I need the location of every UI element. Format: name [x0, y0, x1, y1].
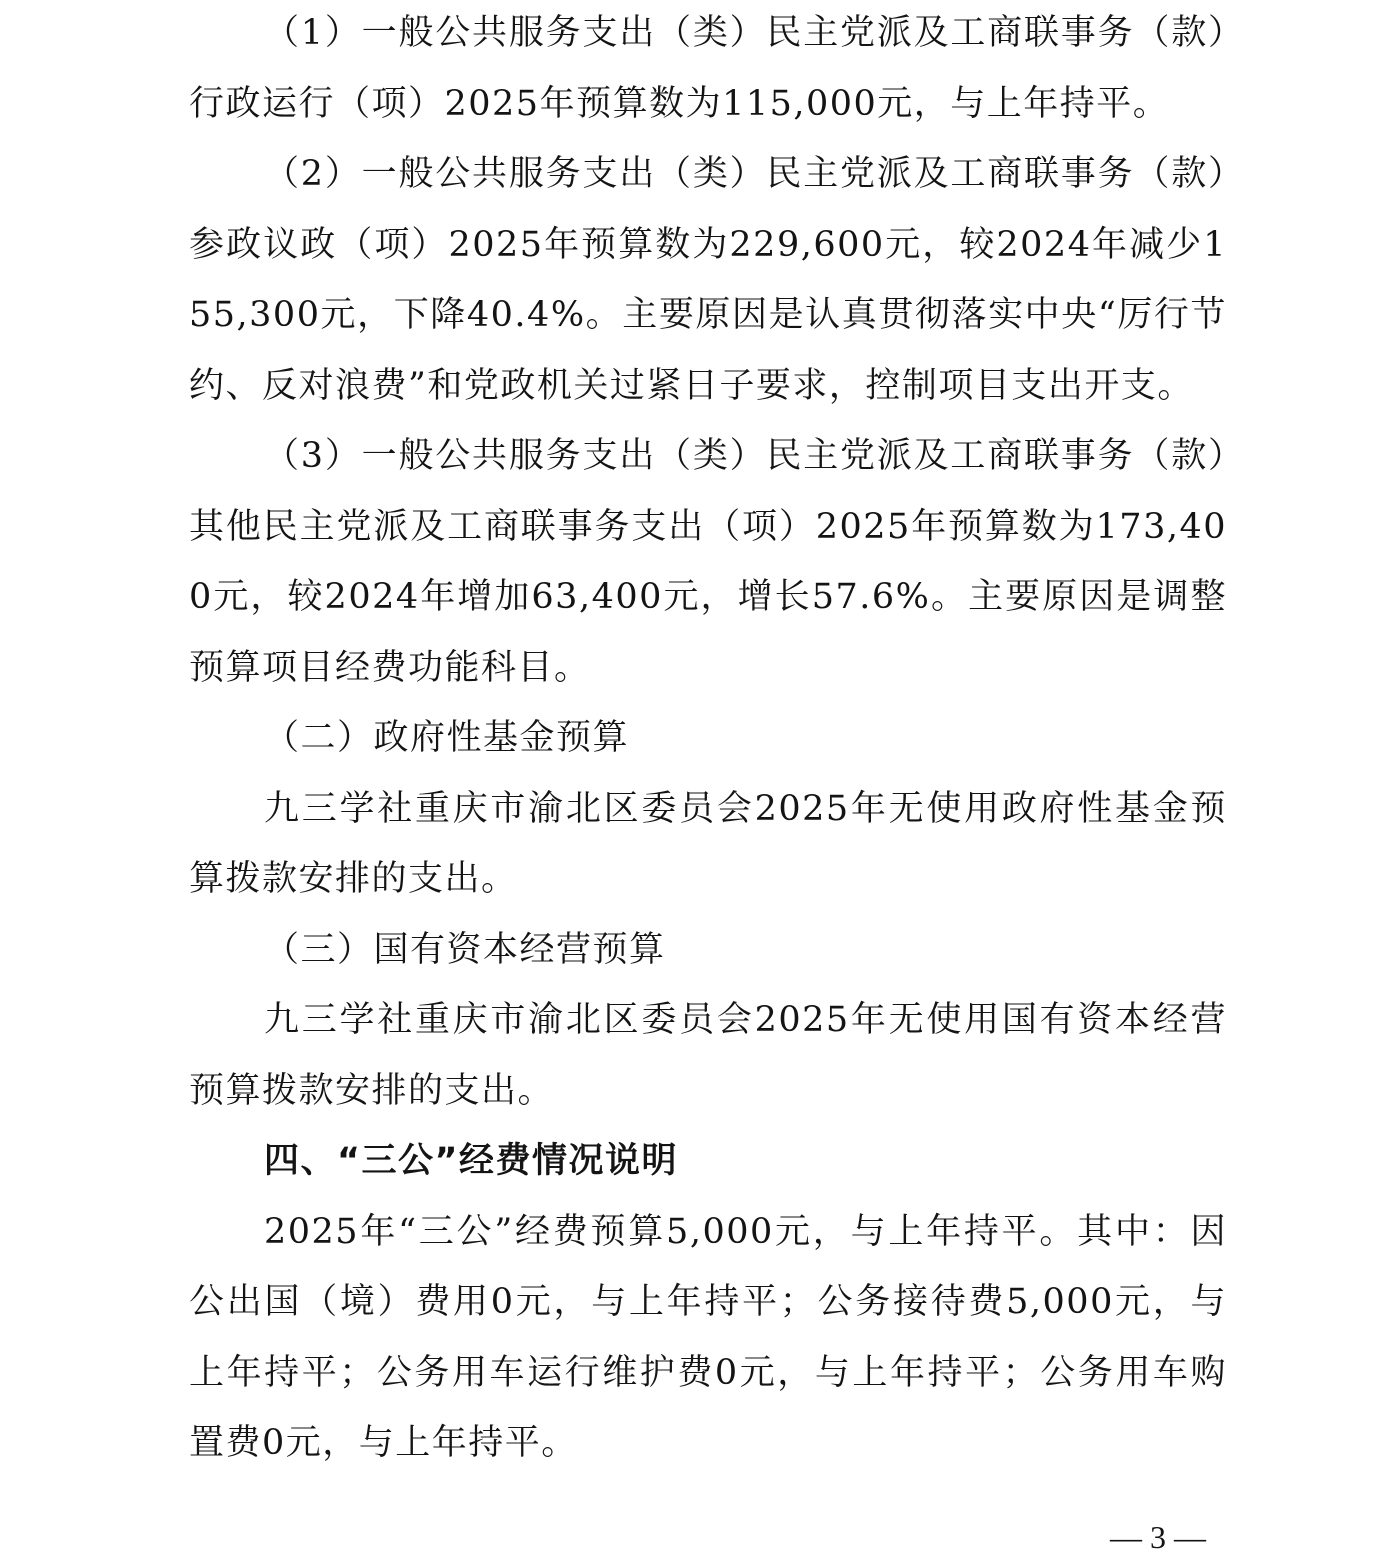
- paragraph-item-1: （1）一般公共服务支出（类）民主党派及工商联事务（款）行政运行（项）2025年预算数为115,000元，与上年持平。: [189, 13, 1227, 124]
- section-heading-three-public: 四、“三公”经费情况说明: [264, 1141, 679, 1181]
- section-heading-state-capital: （三）国有资本经营预算: [264, 929, 666, 970]
- paragraph-state-capital: 九三学社重庆市渝北区委员会2025年无使用国有资本经营预算拨款安排的支出。: [189, 1000, 1227, 1111]
- paragraph-three-public: 2025年“三公”经费预算5,000元，与上年持平。其中：因公出国（境）费用0元，与上年持平；公务接待费5,000元，与上年持平；公务用车运行维护费0元，与上年持平；公务用车购置费0元，与上年持平。: [189, 1211, 1227, 1463]
- paragraph-item-2: （2）一般公共服务支出（类）民主党派及工商联事务（款）参政议政（项）2025年预算数为229,600元，较2024年减少155,300元，下降40.4%。主要原因是认真贯彻落实中央“厉行节约、反对浪费”和党政机关过紧日子要求，控制项目支出开支。: [189, 154, 1227, 406]
- document-page: [189, 0, 1227, 1479]
- paragraph-item-3: （3）一般公共服务支出（类）民主党派及工商联事务（款）其他民主党派及工商联事务支出（项）2025年预算数为173,400元，较2024年增加63,400元，增长57.6%。主要原因是调整预算项目经费功能科目。: [189, 436, 1227, 688]
- paragraph-government-fund: 九三学社重庆市渝北区委员会2025年无使用政府性基金预算拨款安排的支出。: [189, 788, 1227, 899]
- page-number: — 3 —: [1110, 1519, 1206, 1555]
- section-heading-government-fund: （二）政府性基金预算: [264, 718, 630, 758]
